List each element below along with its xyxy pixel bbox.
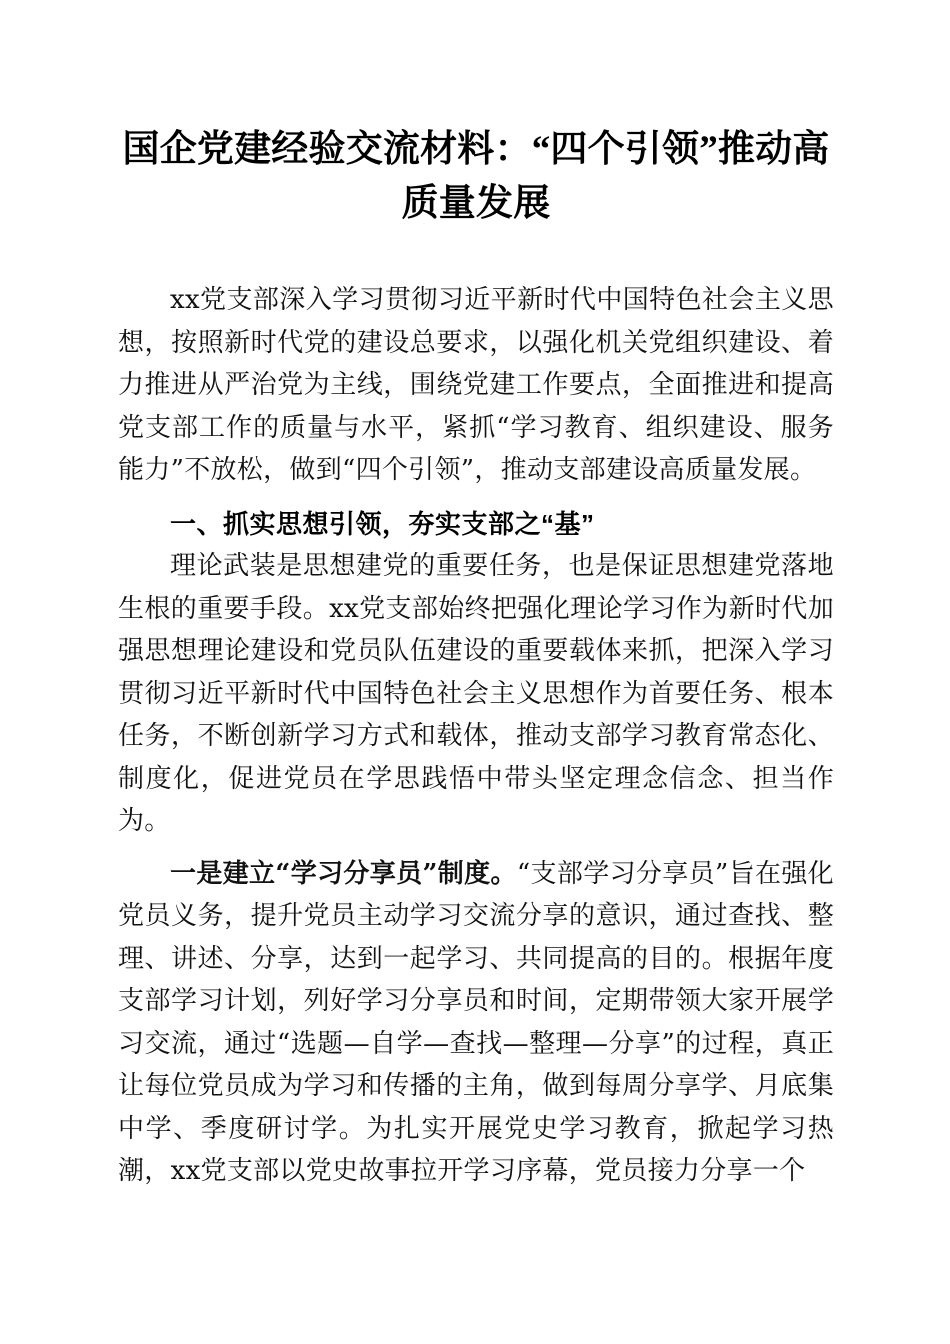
paragraph-2-rest: “支部学习分享员”旨在强化党员义务，提升党员主动学习交流分享的意识，通过查找、整理、讲述、分享，达到一起学习、共同提高的目的。根据年度支部学习计划，列好学习分享员和时间，定期带领大家开展学习交流，通过“选题—自学—查找—整理—分享”的过程，真正让每位党员成为学习和传播的主角，做到每周分享学、月底集中学、季度研讨学。为扎实开展党史学习教育，掀起学习热潮，xx党支部以党史故事拉开学习序幕，党员接力分享一个 — [118, 858, 834, 1186]
paragraph-1: 理论武装是思想建党的重要任务，也是保证思想建党落地生根的重要手段。xx党支部始终把强化理论学习作为新时代加强思想理论建设和党员队伍建设的重要载体来抓，把深入学习贯彻习近平新时代中国特色社会主义思想作为首要任务、根本任务，不断创新学习方式和载体，推动支部学习教育常态化、制度化，促进党员在学思践悟中带头坚定理念信念、担当作为。 — [118, 551, 834, 836]
paragraph-2 — [118, 853, 834, 1193]
paragraph-2-lead: 一是建立“学习分享员”制度。 — [170, 858, 517, 889]
document-body — [118, 0, 834, 1193]
section-heading-1: 一、抓实思想引领，夯实支部之“基” — [170, 508, 595, 539]
paragraph-intro: xx党支部深入学习贯彻习近平新时代中国特色社会主义思想，按照新时代党的建设总要求，以强化机关党组织建设、着力推进从严治党为主线，围绕党建工作要点，全面推进和提高党支部工作的质量与水平，紧抓“学习教育、组织建设、服务能力”不放松，做到“四个引领”，推动支部建设高质量发展。 — [118, 285, 834, 485]
document-title: 国企党建经验交流材料：“四个引领”推动高质量发展 — [122, 129, 830, 224]
